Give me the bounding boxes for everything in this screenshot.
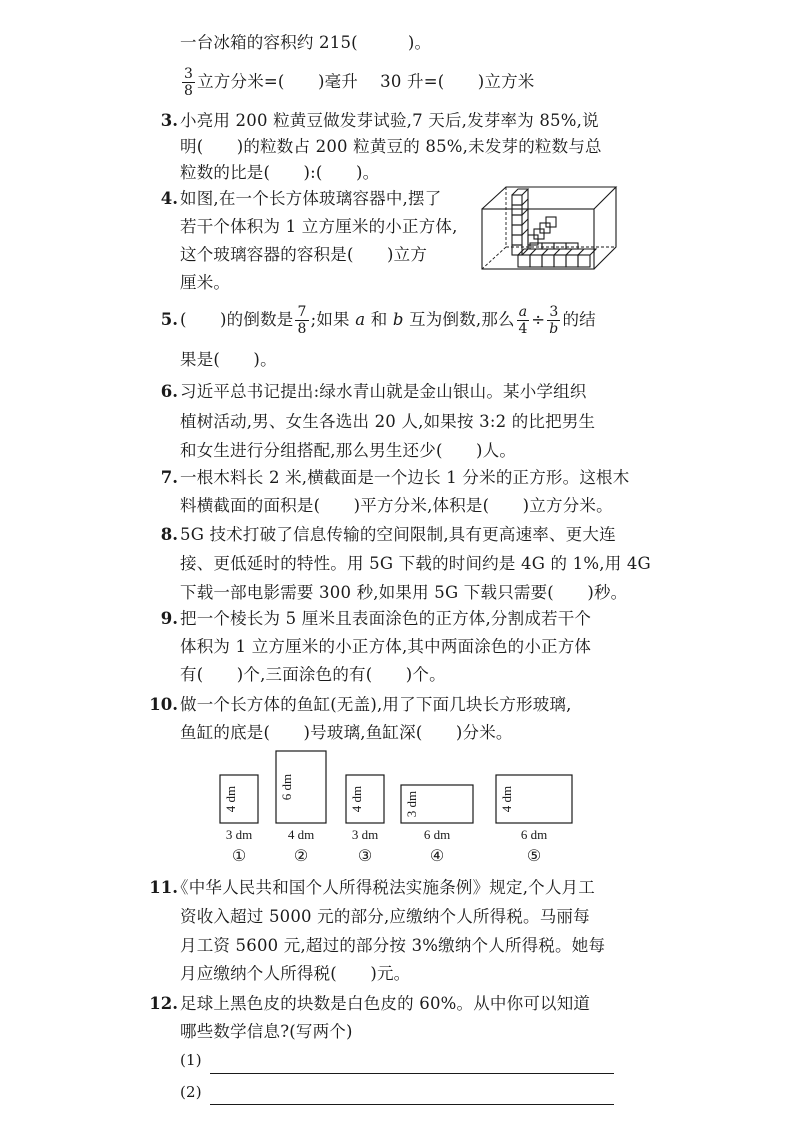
- q8-line-1: 5G 技术打破了信息传输的空间限制,具有更高速率、更大连: [180, 525, 616, 544]
- glass-5-height-label: 4 dm: [499, 785, 514, 813]
- question-number-8: 8.: [160, 525, 178, 544]
- q12-line-1: 足球上黑色皮的块数是白色皮的 60%。从中你可以知道: [180, 994, 591, 1013]
- q6-line-3: 和女生进行分组搭配,那么男生还少( )人。: [180, 441, 517, 460]
- glass-2-height-label: 6 dm: [279, 773, 294, 801]
- glass-2-width-label: 4 dm: [287, 827, 315, 842]
- q9-line-3: 有( )个,三面涂色的有( )个。: [180, 665, 446, 684]
- glass-3-mark: ③: [357, 848, 373, 865]
- fridge-volume-line: 一台冰箱的容积约 215( )。: [180, 33, 432, 52]
- q9-line-1: 把一个棱长为 5 厘米且表面涂色的正方体,分割成若干个: [180, 609, 592, 628]
- q12-line-2: 哪些数学信息?(写两个): [180, 1022, 353, 1041]
- answer-line-1[interactable]: [210, 1073, 614, 1074]
- glass-3-width-label: 3 dm: [351, 827, 379, 842]
- q3-line-3: 粒数的比是( ):( )。: [180, 163, 380, 182]
- question-number-6: 6.: [160, 382, 178, 401]
- q4-line-1: 如图,在一个长方体玻璃容器中,摆了: [180, 189, 442, 208]
- question-number-4: 4.: [160, 189, 178, 208]
- fraction-3-over-b: $\frac{3}{b}$: [549, 304, 559, 337]
- q11-line-3: 月工资 5600 元,超过的部分按 3%缴纳个人所得税。她每: [180, 936, 606, 955]
- q11-line-4: 月应缴纳个人所得税( )元。: [180, 964, 411, 983]
- q4-line-2: 若干个体积为 1 立方厘米的小正方体,: [180, 217, 458, 236]
- q9-line-2: 体积为 1 立方厘米的小正方体,其中两面涂色的小正方体: [180, 637, 592, 656]
- question-number-9: 9.: [160, 609, 178, 628]
- q5-line-2: 果是( )。: [180, 350, 277, 369]
- glass-pieces-figure: [200, 745, 600, 870]
- q11-line-2: 资收入超过 5000 元的部分,应缴纳个人所得税。马丽每: [180, 907, 590, 926]
- q8-line-2: 接、更低延时的特性。用 5G 下载的时间约是 4G 的 1%,用 4G: [180, 554, 651, 573]
- q4-line-3: 这个玻璃容器的容积是( )立方: [180, 245, 428, 264]
- unit-conversion-line: $\frac{3}{8}$ 立方分米=( )毫升 30 升=( )立方米: [184, 66, 535, 99]
- q4-line-4: 厘米。: [180, 273, 231, 292]
- q6-line-2: 植树活动,男、女生各选出 20 人,如果按 3:2 的比把男生: [180, 412, 596, 431]
- answer-label-1: (1): [180, 1051, 202, 1069]
- q8-line-3: 下载一部电影需要 300 秒,如果用 5G 下载只需要( )秒。: [180, 583, 628, 602]
- glass-3-height-label: 4 dm: [349, 785, 364, 813]
- glass-1-height-label: 4 dm: [223, 785, 238, 813]
- question-number-3: 3.: [160, 111, 178, 130]
- question-number-11: 11.: [149, 878, 178, 897]
- q7-line-1: 一根木料长 2 米,横截面是一个边长 1 分米的正方形。这根木: [180, 468, 630, 487]
- q3-line-1: 小亮用 200 粒黄豆做发芽试验,7 天后,发芽率为 85%,说: [180, 111, 599, 130]
- glass-2-mark: ②: [293, 848, 309, 865]
- glass-4-width-label: 6 dm: [423, 827, 451, 842]
- glass-4-mark: ④: [429, 848, 445, 865]
- glass-5-width-label: 6 dm: [520, 827, 548, 842]
- q3-line-2: 明( )的粒数占 200 粒黄豆的 85%,未发芽的粒数与总: [180, 137, 602, 156]
- q11-line-1: 《中华人民共和国个人所得税法实施条例》规定,个人月工: [172, 878, 595, 897]
- question-number-12: 12.: [149, 994, 178, 1013]
- glass-5-mark: ⑤: [526, 848, 542, 865]
- fraction-three-eighths: $\frac{3}{8}$: [184, 66, 194, 99]
- question-number-5: 5.: [160, 310, 178, 329]
- answer-label-2: (2): [180, 1083, 202, 1101]
- answer-line-2[interactable]: [210, 1104, 614, 1105]
- glass-1-mark: ①: [231, 848, 247, 865]
- question-number-7: 7.: [160, 468, 178, 487]
- glass-1-width-label: 3 dm: [225, 827, 253, 842]
- q7-line-2: 料横截面的面积是( )平方分米,体积是( )立方分米。: [180, 496, 613, 515]
- fraction-seven-eighths: $\frac{7}{8}$: [297, 304, 307, 337]
- question-number-10: 10.: [149, 695, 178, 714]
- q10-line-2: 鱼缸的底是( )号玻璃,鱼缸深( )分米。: [180, 723, 513, 742]
- glass-4-height-label: 3 dm: [404, 790, 419, 818]
- fraction-a-over-4: $\frac{a}{4}$: [518, 304, 528, 337]
- q5-line-1: ( )的倒数是 $\frac{7}{8}$ ;如果 a 和 b 互为倒数,那么 $\frac{a}{4}$ ÷ $\frac{3}{b}$ 的结: [180, 304, 596, 337]
- q6-line-1: 习近平总书记提出:绿水青山就是金山银山。某小学组织: [180, 382, 587, 401]
- glass-container-figure: [478, 183, 620, 273]
- q10-line-1: 做一个长方体的鱼缸(无盖),用了下面几块长方形玻璃,: [180, 695, 572, 714]
